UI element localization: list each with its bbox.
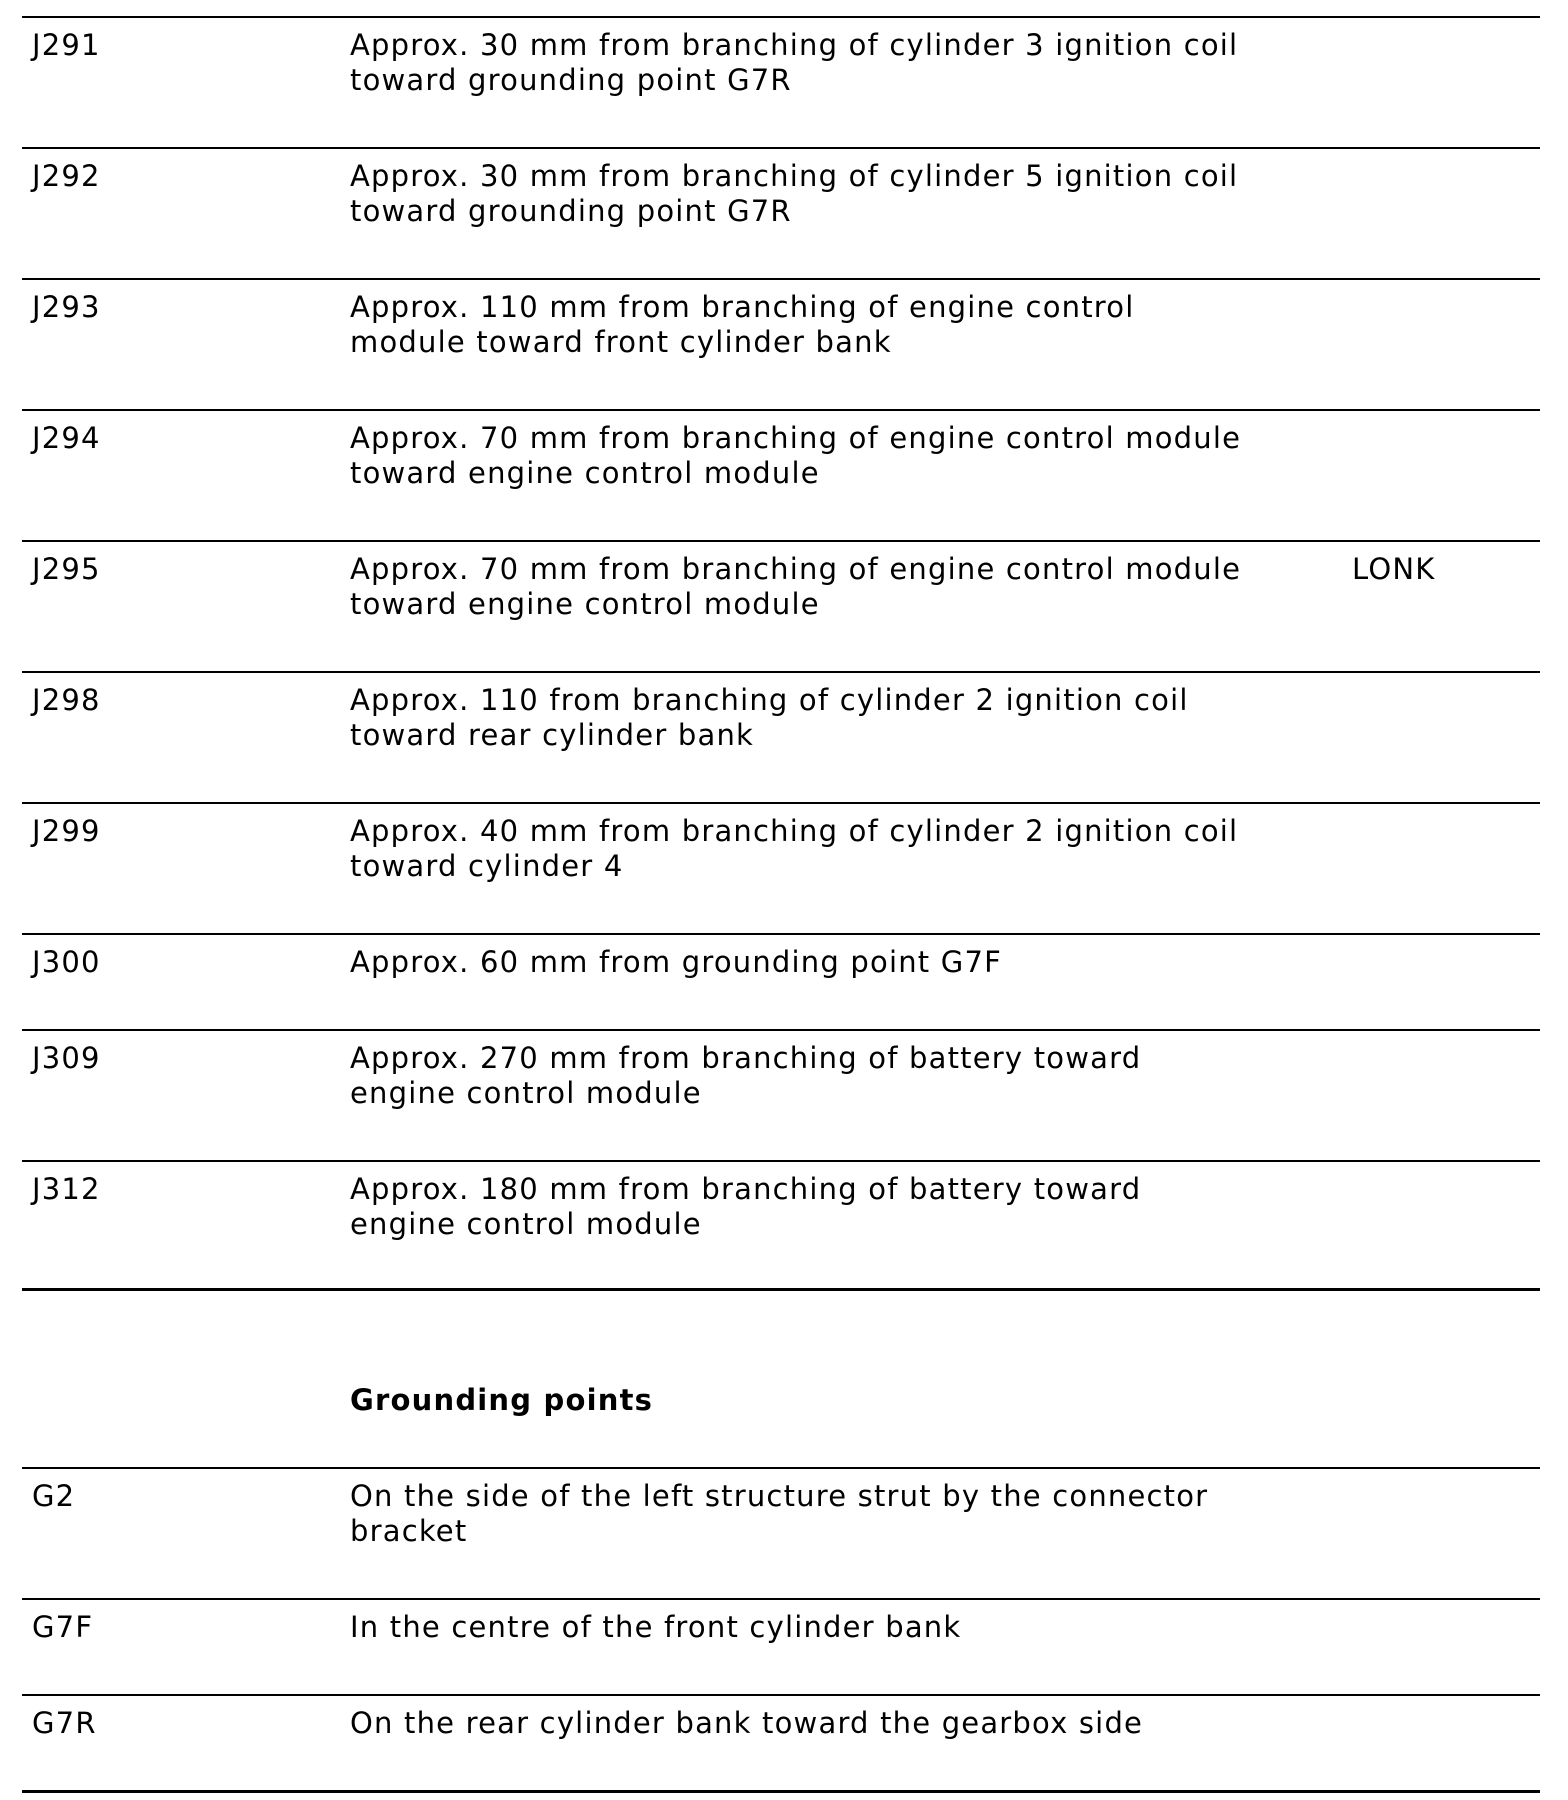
- splice-description: [350, 1172, 1400, 1242]
- margin-note: LONK: [1352, 552, 1436, 586]
- description-line: Approx. 30 mm from branching of cylinder 5 ignition coil: [350, 159, 1239, 193]
- table-row: [22, 1467, 1540, 1598]
- description-line: toward cylinder 4: [350, 849, 624, 883]
- description-line: Approx. 70 mm from branching of engine control module: [350, 421, 1242, 455]
- description-line: On the side of the left structure strut by the connector: [350, 1479, 1209, 1513]
- description-line: engine control module: [350, 1076, 702, 1110]
- table-row: [22, 1694, 1540, 1790]
- description-line: In the centre of the front cylinder bank: [350, 1610, 962, 1644]
- description-line: toward grounding point G7R: [350, 194, 792, 228]
- description-line: Approx. 60 mm from grounding point G7F: [350, 945, 1002, 979]
- description-line: toward engine control module: [350, 456, 820, 490]
- document-page: [22, 16, 1540, 1793]
- splice-description: [350, 421, 1400, 491]
- splice-description: [350, 159, 1400, 229]
- description-line: toward engine control module: [350, 587, 820, 621]
- grounding-code: G7R: [32, 1706, 97, 1740]
- description-line: module toward front cylinder bank: [350, 325, 892, 359]
- table-row: [22, 1598, 1540, 1694]
- splice-code: J291: [32, 28, 101, 62]
- table-row: [22, 933, 1540, 1029]
- splice-code: J299: [32, 814, 101, 848]
- table-row: [22, 409, 1540, 540]
- description-line: Approx. 110 from branching of cylinder 2 ignition coil: [350, 683, 1189, 717]
- description-line: Approx. 70 mm from branching of engine control module: [350, 552, 1242, 586]
- description-line: Approx. 180 mm from branching of battery toward: [350, 1172, 1142, 1206]
- table-bottom-rule: [22, 1790, 1540, 1793]
- description-line: toward grounding point G7R: [350, 63, 792, 97]
- splice-code: J300: [32, 945, 101, 979]
- splice-code: J295: [32, 552, 101, 586]
- grounding-description: [350, 1706, 1400, 1741]
- description-line: Approx. 110 mm from branching of engine control: [350, 290, 1135, 324]
- grounding-description: [350, 1479, 1400, 1549]
- description-line: toward rear cylinder bank: [350, 718, 755, 752]
- splice-description: [350, 28, 1400, 98]
- splice-code: J294: [32, 421, 101, 455]
- table-row: [22, 1029, 1540, 1160]
- grounding-points-heading: Grounding points: [350, 1383, 654, 1417]
- description-line: bracket: [350, 1514, 468, 1548]
- splice-description: [350, 1041, 1400, 1111]
- splice-code: J292: [32, 159, 101, 193]
- description-line: Approx. 30 mm from branching of cylinder 3 ignition coil: [350, 28, 1239, 62]
- section-header: [22, 1291, 1540, 1467]
- grounding-code: G2: [32, 1479, 76, 1513]
- grounding-code: G7F: [32, 1610, 94, 1644]
- table-row: [22, 147, 1540, 278]
- table-row: [22, 802, 1540, 933]
- splice-description: [350, 945, 1400, 980]
- table-row: [22, 540, 1540, 671]
- table-row: [22, 16, 1540, 147]
- splice-description: [350, 683, 1400, 753]
- description-line: Approx. 40 mm from branching of cylinder 2 ignition coil: [350, 814, 1239, 848]
- table-row: [22, 671, 1540, 802]
- splice-description: [350, 290, 1400, 360]
- table-row: [22, 1160, 1540, 1291]
- splice-description: [350, 552, 1400, 622]
- description-line: Approx. 270 mm from branching of battery toward: [350, 1041, 1142, 1075]
- table-row: [22, 278, 1540, 409]
- description-line: engine control module: [350, 1207, 702, 1241]
- splice-description: [350, 814, 1400, 884]
- grounding-description: [350, 1610, 1400, 1645]
- splice-code: J298: [32, 683, 101, 717]
- splice-code: J309: [32, 1041, 101, 1075]
- splice-code: J312: [32, 1172, 101, 1206]
- description-line: On the rear cylinder bank toward the gearbox side: [350, 1706, 1144, 1740]
- splice-code: J293: [32, 290, 101, 324]
